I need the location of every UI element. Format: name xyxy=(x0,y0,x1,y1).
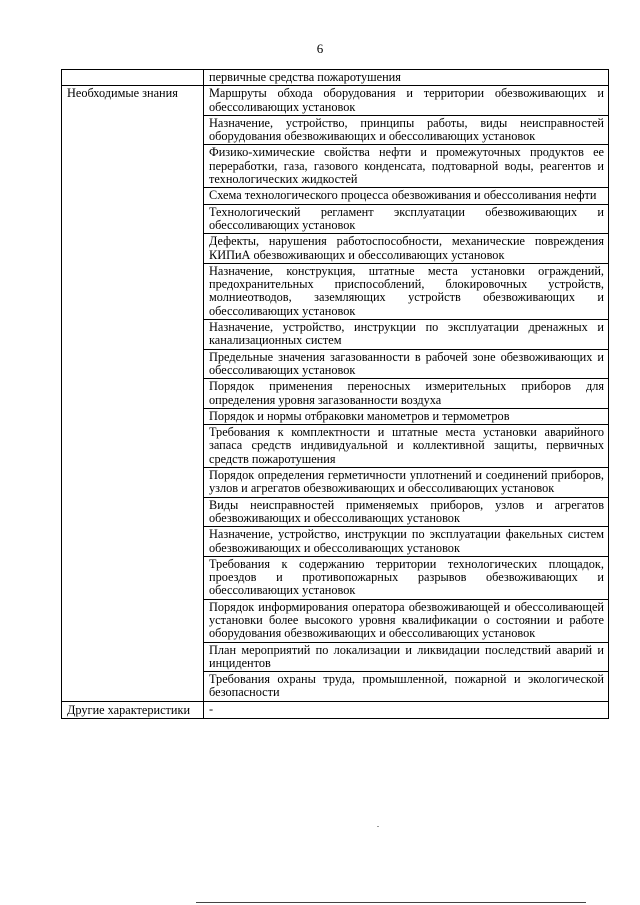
knowledge-label: Необходимые знания xyxy=(62,86,204,701)
knowledge-item: Физико-химические свойства нефти и промежуточных продуктов ее переработки, газа, газового конденсата, подтоварной воды, реагентов и технологических жидкостей xyxy=(204,145,609,188)
knowledge-item: Предельные значения загазованности в рабочей зоне обезвоживающих и обессоливающих установок xyxy=(204,349,609,379)
knowledge-item: Схема технологического процесса обезвоживания и обессоливания нефти xyxy=(204,188,609,204)
table-body xyxy=(62,70,609,719)
knowledge-item: Виды неисправностей применяемых приборов, узлов и агрегатов обезвоживающих и обессоливающих установок xyxy=(204,497,609,527)
knowledge-item: Порядок информирования оператора обезвоживающей и обессоливающей установки более высокого уровня квалификации о состоянии и работе оборудования обезвоживающих и обессоливающих установок xyxy=(204,599,609,642)
knowledge-item: Требования к комплектности и штатные места установки аварийного запаса средств индивидуальной и коллективной защиты, первичных средств пожаротушения xyxy=(204,425,609,468)
knowledge-item: Назначение, конструкция, штатные места установки ограждений, предохранительных приспособлений, блокировочных устройств, молниеотводов, заземляющих устройств обезвоживающих и обессоливающих установок xyxy=(204,263,609,319)
knowledge-item: Назначение, устройство, инструкции по эксплуатации дренажных и канализационных систем xyxy=(204,320,609,350)
row-label xyxy=(62,70,204,86)
qualification-table xyxy=(61,69,609,719)
knowledge-item: Назначение, устройство, принципы работы, виды неисправностей оборудования обезвоживающих и обессоливающих установок xyxy=(204,115,609,145)
knowledge-item: Требования охраны труда, промышленной, пожарной и экологической безопасности xyxy=(204,672,609,702)
knowledge-item: Технологический регламент эксплуатации обезвоживающих и обессоливающих установок xyxy=(204,204,609,234)
knowledge-item: Назначение, устройство, инструкции по эксплуатации факельных систем обезвоживающих и обессоливающих установок xyxy=(204,527,609,557)
knowledge-item: Порядок применения переносных измерительных приборов для определения уровня загазованности воздуха xyxy=(204,379,609,409)
row-value: первичные средства пожаротушения xyxy=(204,70,609,86)
knowledge-item: Дефекты, нарушения работоспособности, механические повреждения КИПиА обезвоживающих и обессоливающих установок xyxy=(204,234,609,264)
knowledge-item: Маршруты обхода оборудования и территории обезвоживающих и обессоливающих установок xyxy=(204,86,609,116)
knowledge-item: Требования к содержанию территории технологических площадок, проездов и противопожарных разрывов обезвоживающих и обессоливающих установок xyxy=(204,556,609,599)
other-characteristics-value: - xyxy=(204,701,609,718)
page-bottom-line xyxy=(196,902,586,903)
knowledge-item: Порядок определения герметичности уплотнений и соединений приборов, узлов и агрегатов обезвоживающих и обессоливающих установок xyxy=(204,468,609,498)
knowledge-item: Порядок и нормы отбраковки манометров и термометров xyxy=(204,408,609,424)
table-row xyxy=(62,70,609,86)
other-characteristics-label: Другие характеристики xyxy=(62,701,204,718)
scan-dot xyxy=(377,826,379,827)
knowledge-item: План мероприятий по локализации и ликвидации последствий аварий и инцидентов xyxy=(204,642,609,672)
page-number: 6 xyxy=(316,41,324,56)
table-row xyxy=(62,701,609,718)
table-row xyxy=(62,86,609,116)
